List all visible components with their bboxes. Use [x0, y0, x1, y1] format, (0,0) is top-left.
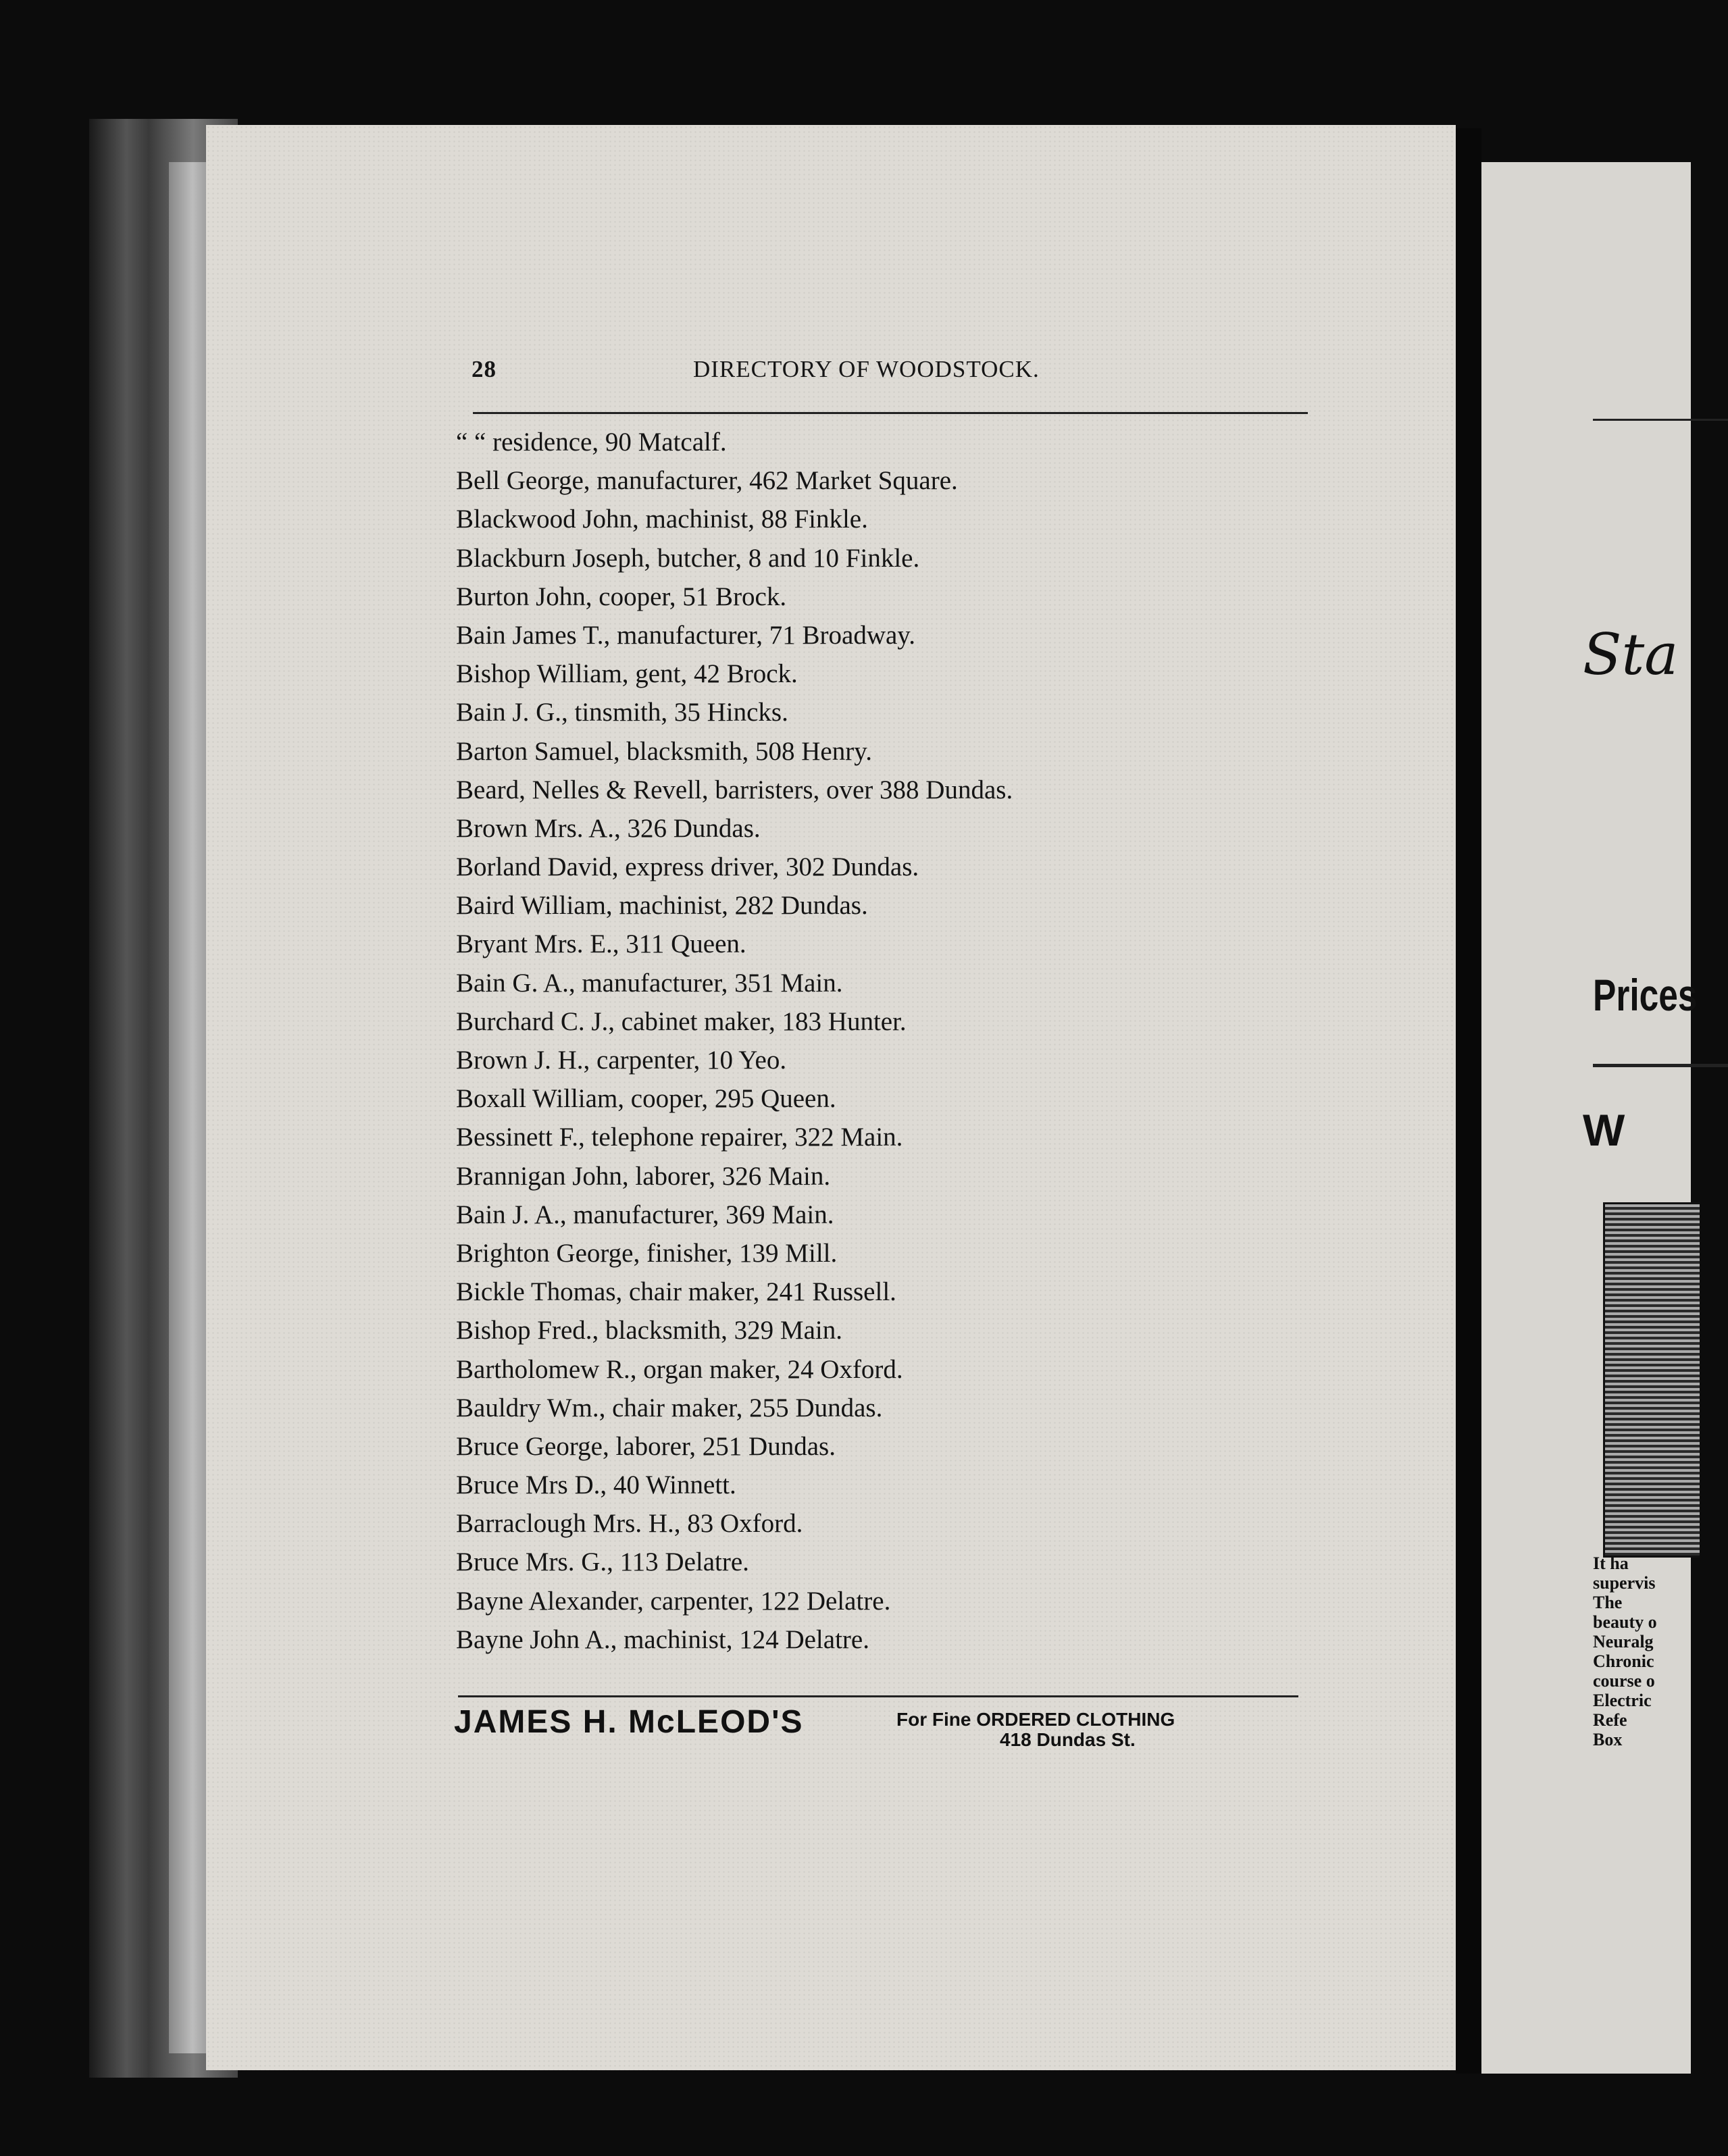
engraving-image	[1603, 1202, 1700, 1558]
directory-entry: Bruce George, laborer, 251 Dundas.	[456, 1431, 836, 1461]
facing-page-text-line: beauty o	[1593, 1612, 1657, 1632]
facing-page-text-line: The	[1593, 1593, 1623, 1612]
directory-entry: Blackwood John, machinist, 88 Finkle.	[456, 505, 868, 534]
facing-page-text-line: Refe	[1593, 1710, 1627, 1730]
directory-entry: Blackburn Joseph, butcher, 8 and 10 Finkle.	[456, 543, 920, 573]
page-number: 28	[472, 356, 497, 382]
directory-entry: Brown Mrs. A., 326 Dundas.	[456, 813, 761, 843]
directory-entry: Bishop Fred., blacksmith, 329 Main.	[456, 1316, 842, 1345]
running-title: DIRECTORY OF WOODSTOCK.	[693, 356, 1040, 382]
ad-tagline: For Fine ORDERED CLOTHING	[896, 1709, 1175, 1730]
directory-entry: Bartholomew R., organ maker, 24 Oxford.	[456, 1354, 903, 1384]
directory-entry: Bain J. A., manufacturer, 369 Main.	[456, 1200, 834, 1229]
directory-entry: Burton John, cooper, 51 Brock.	[456, 582, 787, 611]
directory-entry: Bickle Thomas, chair maker, 241 Russell.	[456, 1277, 896, 1307]
directory-entries	[456, 423, 1334, 1659]
advertisement	[454, 1703, 1305, 1771]
facing-page-prices: Prices	[1593, 970, 1698, 1020]
facing-page-text-line: It ha	[1593, 1554, 1629, 1573]
directory-entry: Barton Samuel, blacksmith, 508 Henry.	[456, 736, 872, 766]
directory-entry: Bell George, manufacturer, 462 Market Square.	[456, 466, 958, 496]
directory-entry: Brannigan John, laborer, 326 Main.	[456, 1161, 831, 1191]
advertiser-name: JAMES H. McLEOD'S	[454, 1704, 804, 1740]
directory-entry: Burchard C. J., cabinet maker, 183 Hunter.	[456, 1006, 907, 1036]
facing-page-text-line: Electric	[1593, 1691, 1652, 1710]
facing-page-letter: W	[1583, 1105, 1625, 1155]
facing-page-text-line: supervis	[1593, 1573, 1656, 1593]
directory-entry: Brown J. H., carpenter, 10 Yeo.	[456, 1046, 787, 1075]
directory-entry: Bruce Mrs D., 40 Winnett.	[456, 1470, 736, 1500]
directory-entry: Bayne John A., machinist, 124 Delatre.	[456, 1624, 869, 1654]
facing-page-rule-2	[1593, 1064, 1728, 1067]
facing-page-text-line: Box	[1593, 1730, 1623, 1749]
facing-page-heading: Sta	[1583, 621, 1679, 688]
directory-entry: Brighton George, finisher, 139 Mill.	[456, 1238, 838, 1268]
facing-page-text-line: course o	[1593, 1671, 1655, 1691]
directory-entry: Baird William, machinist, 282 Dundas.	[456, 891, 868, 921]
directory-entry: Bain James T., manufacturer, 71 Broadway.	[456, 620, 916, 650]
directory-entry: “ “ residence, 90 Matcalf.	[456, 428, 727, 457]
directory-entry: Beard, Nelles & Revell, barristers, over 388 Dundas.	[456, 775, 1013, 804]
directory-entry: Bryant Mrs. E., 311 Queen.	[456, 929, 746, 959]
directory-entry: Boxall William, cooper, 295 Queen.	[456, 1084, 836, 1114]
directory-entry: Bayne Alexander, carpenter, 122 Delatre.	[456, 1586, 891, 1616]
directory-entry: Bruce Mrs. G., 113 Delatre.	[456, 1547, 749, 1577]
facing-page-text-line: Chronic	[1593, 1651, 1654, 1671]
header-rule	[473, 412, 1308, 414]
directory-entry: Bauldry Wm., chair maker, 255 Dundas.	[456, 1393, 883, 1422]
facing-page-text-line: Neuralg	[1593, 1632, 1654, 1651]
directory-entry: Bain J. G., tinsmith, 35 Hincks.	[456, 698, 788, 727]
footer-rule	[458, 1695, 1298, 1697]
facing-page-text	[1593, 1554, 1657, 1749]
page-header	[472, 353, 1304, 393]
directory-entry: Barraclough Mrs. H., 83 Oxford.	[456, 1509, 803, 1539]
directory-entry: Bessinett F., telephone repairer, 322 Main.	[456, 1123, 903, 1152]
book-gutter	[1456, 128, 1481, 2074]
facing-page-rule	[1593, 419, 1728, 421]
facing-page	[1481, 162, 1698, 2074]
directory-entry: Borland David, express driver, 302 Dundas.	[456, 852, 919, 882]
directory-entry: Bishop William, gent, 42 Brock.	[456, 659, 798, 689]
ad-address: 418 Dundas St.	[1000, 1729, 1136, 1750]
directory-entry: Bain G. A., manufacturer, 351 Main.	[456, 968, 843, 998]
